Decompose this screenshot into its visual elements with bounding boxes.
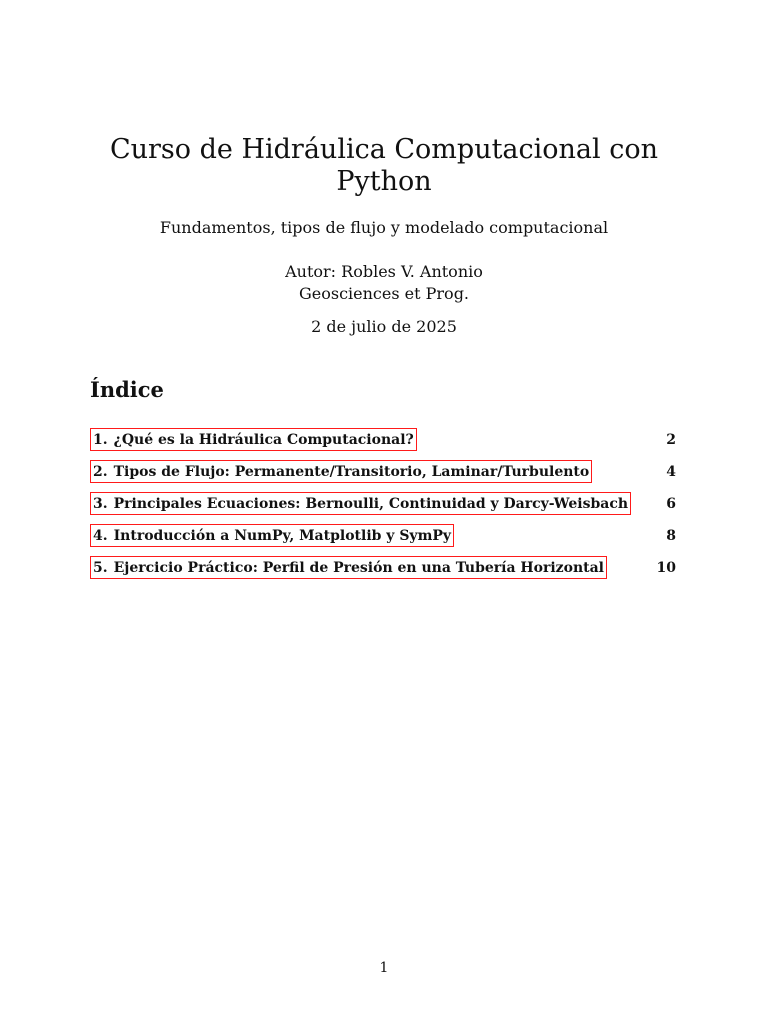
document-date: 2 de julio de 2025 xyxy=(311,317,457,336)
toc-entry-number: 1. xyxy=(93,432,108,448)
toc-link-section-2[interactable] xyxy=(90,460,592,483)
document-subtitle: Fundamentos, tipos de flujo y modelado computacional xyxy=(159,218,609,237)
document-author: Autor: Robles V. Antonio xyxy=(285,262,483,281)
document-affiliation: Geosciences et Prog. xyxy=(298,284,470,303)
toc-entry-number: 4. xyxy=(93,528,108,544)
toc-entry-text: Tipos de Flujo: Permanente/Transitorio, Laminar/Turbulento xyxy=(113,464,590,480)
toc-entry-page: 4 xyxy=(666,464,676,480)
toc-entry-text: ¿Qué es la Hidráulica Computacional? xyxy=(113,432,414,448)
toc-entry xyxy=(90,556,678,588)
toc-entry-text: Principales Ecuaciones: Bernoulli, Continuidad y Darcy-Weisbach xyxy=(113,496,629,512)
toc-entry xyxy=(90,460,678,492)
toc-entry-page: 10 xyxy=(656,560,676,576)
toc-entry xyxy=(90,524,678,556)
toc-entry xyxy=(90,428,678,460)
toc-entry-number: 3. xyxy=(93,496,108,512)
toc-link-section-3[interactable] xyxy=(90,492,631,515)
toc-entry-page: 2 xyxy=(666,432,676,448)
document-title: Curso de Hidráulica Computacional con Python xyxy=(109,134,659,197)
toc-link-section-1[interactable] xyxy=(90,428,417,451)
toc-entry-page: 6 xyxy=(666,496,676,512)
toc-entry-text: Introducción a NumPy, Matplotlib y SymPy xyxy=(113,528,452,544)
table-of-contents xyxy=(90,428,678,588)
toc-entry-number: 2. xyxy=(93,464,108,480)
toc-entry-number: 5. xyxy=(93,560,108,576)
toc-entry xyxy=(90,492,678,524)
page-number: 1 xyxy=(379,960,389,976)
toc-link-section-4[interactable] xyxy=(90,524,454,547)
toc-heading: Índice xyxy=(90,377,164,402)
toc-entry-page: 8 xyxy=(666,528,676,544)
toc-link-section-5[interactable] xyxy=(90,556,607,579)
toc-entry-text: Ejercicio Práctico: Perfil de Presión en una Tubería Horizontal xyxy=(113,560,605,576)
